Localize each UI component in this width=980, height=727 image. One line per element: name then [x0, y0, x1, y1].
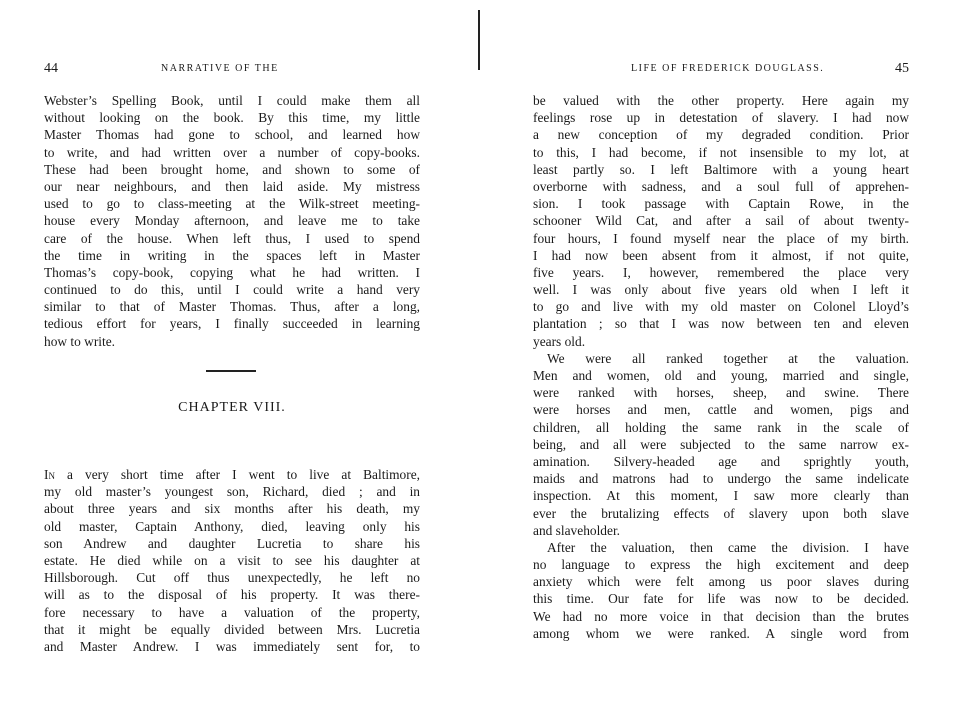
text-line: anxiety which were felt among us poor slaves during [533, 574, 909, 590]
text-line: Webster’s Spelling Book, until I could make them all [44, 93, 420, 108]
text-line: fore necessary to have a valuation of the property, [44, 604, 420, 620]
text-line: five years. I, however, remembered the place very [533, 264, 909, 280]
text-line: Hillsborough. Cut off thus unexpectedly, he left no [44, 570, 420, 586]
text-line: plantation ; so that I was now between ten and eleven [533, 316, 909, 332]
text-line: sion. I took passage with Captain Rowe, in the [533, 196, 909, 212]
text-line-first [44, 466, 420, 483]
text-line: to write, and had written over a number of copy-books. [44, 144, 420, 160]
text-line: schooner Wild Cat, and after a sail of about twenty- [533, 213, 909, 229]
text-line: overborne with sadness, and a soul full of apprehen- [533, 178, 909, 194]
text-line: amination. Silvery-headed age and sprightly youth, [533, 453, 909, 469]
text-line: Thomas’s copy-book, copying what he had written. I [44, 264, 420, 280]
running-head-title-left: NARRATIVE OF THE [161, 63, 279, 74]
text-line: continued to do this, until I could write a hand very [44, 282, 420, 298]
text-line: care of the house. When left thus, I used to spend [44, 230, 420, 246]
text-line: ever the brutalizing effects of slavery upon both slave [533, 505, 909, 521]
text-line: how to write. [44, 333, 116, 349]
text-line: without looking on the book. By this time, my little [44, 110, 420, 126]
text-line: Men and women, old and young, married and single, [533, 368, 909, 383]
text-line: After the valuation, then came the division. I have [547, 539, 909, 555]
text-line: Master Thomas had gone to school, and learned how [44, 127, 420, 143]
text-line: maids and matrons had to undergo the same indelicate [533, 471, 909, 487]
text-line: son Andrew and daughter Lucretia to share his [44, 535, 420, 551]
text-line: tedious effort for years, I finally succeeded in learning [44, 316, 420, 332]
first-line-rest: a very short time after I went to live at Baltimore, [54, 467, 420, 482]
text-line: estate. He died while on a visit to see his daughter at [44, 552, 420, 568]
text-line: old master, Captain Anthony, died, leaving only his [44, 518, 420, 534]
text-line: least partly so. I left Baltimore with a young heart [533, 161, 909, 177]
text-line: four hours, I found myself near the place of my birth. [533, 230, 909, 246]
text-line: These had been brought home, and shown to some of [44, 161, 420, 177]
text-line: similar to that of Master Thomas. Thus, after a long, [44, 299, 420, 315]
text-line: and Master Andrew. I was immediately sent for, to [44, 638, 420, 654]
text-line: the time in writing in the spaces left in Master [44, 247, 420, 263]
text-line: We had no more voice in that decision than the brutes [533, 608, 909, 624]
text-line: feelings rose up in detestation of slavery. I had now [533, 110, 909, 126]
text-line: no language to express the high excitement and deep [533, 557, 909, 573]
drop-word: In [44, 467, 55, 482]
text-line: and slaveholder. [533, 522, 621, 538]
text-line: used to go to class-meeting at the Wilk-street meeting- [44, 196, 420, 212]
text-line: being, and all were subjected to the same narrow ex- [533, 436, 909, 452]
text-line: a new conception of my degraded condition. Prior [533, 127, 909, 143]
gutter-line [478, 10, 480, 70]
section-rule [206, 370, 256, 372]
text-line: about three years and six months after his death, my [44, 501, 420, 517]
chapter-heading: CHAPTER VIII. [178, 400, 286, 415]
text-line: this time. Our fate for life was now to be decided. [533, 591, 909, 607]
chapter-paragraph [44, 466, 420, 655]
left-paragraph [44, 92, 420, 350]
text-line: will as to the disposal of his property. It was there- [44, 587, 420, 603]
text-line: that it might be equally divided between Mrs. Lucretia [44, 621, 420, 637]
text-line: children, all holding the same rank in the scale of [533, 419, 909, 435]
page-number-left: 44 [44, 61, 58, 76]
text-line: inspection. At this moment, I saw more clearly than [533, 488, 909, 504]
page-number-right: 45 [895, 61, 909, 76]
text-line: were ranked with horses, sheep, and swine. There [533, 385, 909, 401]
text-line: be valued with the other property. Here again my [533, 93, 909, 108]
text-line: years old. [533, 333, 586, 349]
text-line: were horses and men, cattle and women, pigs and [533, 402, 909, 418]
right-text [533, 92, 909, 642]
text-line: well. I was only about five years old when I left it [533, 282, 909, 298]
text-line: I had now been absent from it almost, if not quite, [533, 247, 909, 263]
running-head-title-right: LIFE OF FREDERICK DOUGLASS. [631, 63, 825, 74]
text-line: house every Monday afternoon, and leave me to take [44, 213, 420, 229]
text-line: to go and live with my old master on Colonel Lloyd’s [533, 299, 909, 315]
left-running-head [44, 63, 420, 81]
right-running-head [533, 63, 909, 81]
text-line: my old master’s youngest son, Richard, died ; and in [44, 484, 420, 500]
text-line: our near neighbours, and then laid aside. My mistress [44, 178, 420, 194]
text-line: to this, I had become, if not insensible to my lot, at [533, 144, 909, 160]
text-line: We were all ranked together at the valuation. [547, 350, 909, 366]
text-line: among whom we were ranked. A single word from [533, 625, 909, 641]
